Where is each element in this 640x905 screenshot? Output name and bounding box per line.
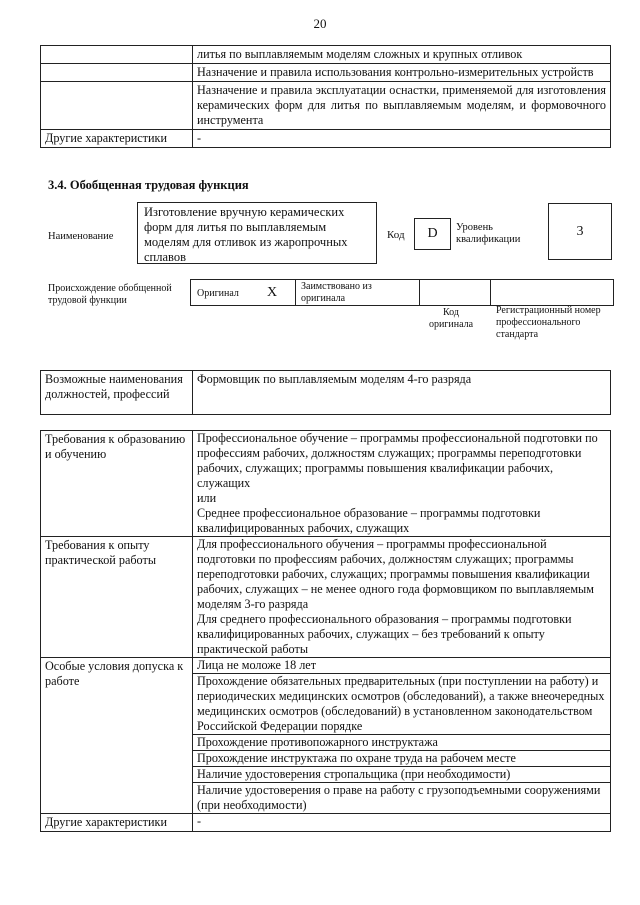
function-name: Изготовление вручную керамических форм для литья по выплавляемым моделям для отливок из жаропрочных сплавов — [137, 202, 377, 264]
requirements-table — [40, 430, 611, 832]
divider — [295, 280, 296, 305]
table-row — [41, 431, 611, 537]
table-row — [41, 658, 611, 814]
table-row — [41, 814, 611, 832]
row-value: - — [193, 130, 611, 148]
row-value: Назначение и правила использования контрольно-измерительных устройств — [193, 64, 611, 82]
requirement-line: Наличие удостоверения о праве на работу с грузоподъемными сооружениями (при необходимости) — [197, 783, 601, 812]
requirement-line: Прохождение обязательных предварительных (при поступлении на работу) и периодических медицинских осмотров (обследований), а также внеочередных медицинских осмотров (обследований) в установленном законодательством Российской Федерации порядке — [193, 674, 610, 735]
code-label: Код — [387, 229, 405, 241]
code-value: D — [414, 218, 451, 250]
requirement-label: Другие характеристики — [41, 814, 193, 832]
code-original-label: Код оригинала — [428, 307, 474, 330]
requirement-value — [193, 658, 611, 814]
table-row — [41, 371, 611, 415]
section-title: 3.4. Обобщенная трудовая функция — [48, 178, 249, 192]
table-row — [41, 46, 611, 64]
row-value: литья по выплавляемым моделям сложных и крупных отливок — [193, 46, 611, 64]
original-label: Оригинал — [197, 288, 239, 299]
row-label — [41, 46, 193, 64]
row-label — [41, 82, 193, 130]
row-label: Другие характеристики — [41, 130, 193, 148]
positions-table — [40, 370, 611, 415]
reg-number-label: Регистрационный номер профессионального стандарта — [496, 305, 601, 340]
name-label: Наименование — [48, 231, 114, 242]
page-number: 20 — [313, 16, 327, 31]
requirement-label: Особые условия допуска к работе — [41, 658, 193, 814]
origin-label: Происхождение обобщенной трудовой функции — [48, 283, 172, 306]
level-value: 3 — [548, 203, 612, 260]
reg-number-box — [490, 279, 614, 306]
knowledge-table-continued — [40, 45, 611, 148]
requirement-value — [193, 814, 611, 832]
requirement-value — [193, 537, 611, 658]
table-row — [41, 82, 611, 130]
requirement-line: Лица не моложе 18 лет — [193, 658, 610, 674]
requirement-label: Требования к образованию и обучению — [41, 431, 193, 537]
table-row — [41, 64, 611, 82]
requirement-line: - — [197, 814, 202, 828]
requirement-line: Прохождение инструктажа по охране труда на рабочем месте — [193, 751, 610, 767]
requirement-value — [193, 431, 611, 537]
table-row — [41, 537, 611, 658]
positions-value: Формовщик по выплавляемым моделям 4-го разряда — [193, 371, 611, 415]
positions-label: Возможные наименования должностей, профессий — [41, 371, 193, 415]
row-value: Назначение и правила эксплуатации оснастки, применяемой для изготовления керамических форм для литья по выплавляемым моделям, и формовочного инструмента — [193, 82, 611, 130]
origin-box — [190, 279, 420, 306]
original-mark: X — [267, 285, 278, 300]
code-original-box — [419, 279, 491, 306]
requirement-label: Требования к опыту практической работы — [41, 537, 193, 658]
row-label — [41, 64, 193, 82]
level-label: Уровень квалификации — [456, 222, 521, 245]
requirement-line: Профессиональное обучение – программы профессиональной подготовки по профессиям рабочих, должностям служащих; программы переподготовки рабочих, служащих; программы повышения квалификации рабочих, служащих или Среднее профессиональное образование – программы подготовки квалифицированных рабочих, служащих — [197, 431, 598, 535]
table-row — [41, 130, 611, 148]
requirement-line: Наличие удостоверения стропальщика (при необходимости) — [193, 767, 610, 783]
borrowed-label: Заимствовано из оригинала — [301, 281, 372, 304]
requirement-line: Прохождение противопожарного инструктажа — [193, 735, 610, 751]
requirement-line: Для профессионального обучения – программы профессиональной подготовки по профессиям рабочих, должностям служащих; программы переподготовки рабочих, служащих; программы повышения квалификации рабочих, служащих – не менее одного года формовщиком по выплавляемым моделям 3-го разряда Для среднего профессионального образования – программы подготовки квалифицированных рабочих, служащих – без требований к опыту практической работы — [197, 537, 594, 656]
